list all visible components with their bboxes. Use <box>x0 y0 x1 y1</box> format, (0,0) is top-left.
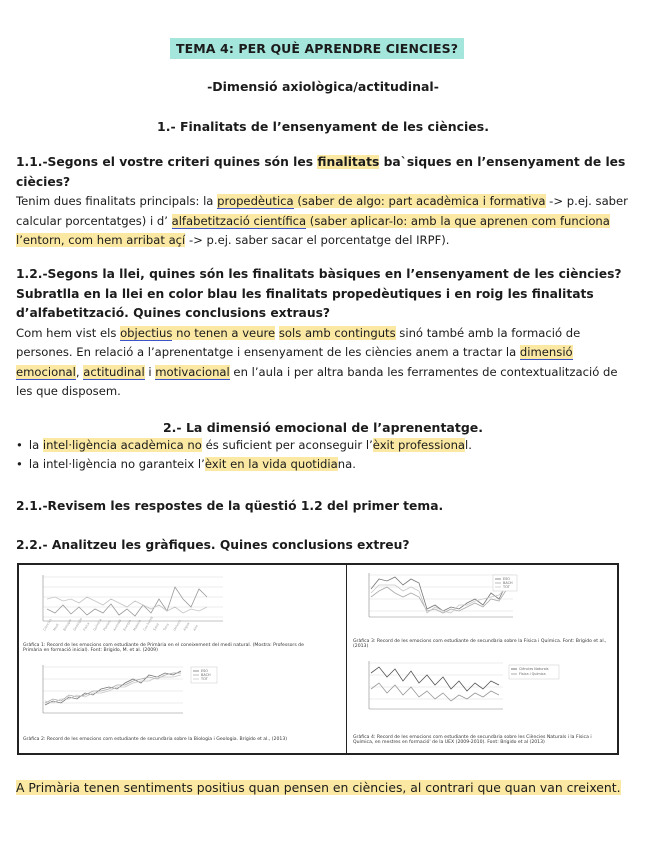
b1-text-e: l. <box>465 438 472 452</box>
svg-text:Biologia: Biologia <box>62 618 73 632</box>
bullet-item-2 <box>16 455 632 474</box>
legend-g4-2: Física i Química <box>519 672 546 676</box>
p12-text-a: Com hem vist els <box>16 325 121 340</box>
conclusion-line <box>16 780 621 795</box>
b1-highlight-2: èxit professiona <box>372 438 466 452</box>
p11-text-d: -> p.ej. saber calcular porcentatges) i d’ <box>16 194 628 228</box>
question-1-2-block <box>16 265 632 401</box>
b1-highlight-1: intel·ligència acadèmica no <box>42 438 202 452</box>
p11-text-f: (saber aplicar-lo: amb la que aprenen com funciona l’entorn, com hem arribat açí <box>16 213 610 247</box>
question-2-1: 2.1.-Revisem les respostes de la qüestió 1.2 del primer tema. <box>16 499 444 513</box>
p12-dimensio-emocional: dimensió emocional <box>16 345 573 379</box>
graph-3-plot <box>353 569 613 637</box>
p11-text-c: (saber de algo: part acadèmica i formativa <box>293 194 546 209</box>
svg-text:Física: Física <box>82 621 91 632</box>
legend-g2-1: ESO <box>201 669 208 673</box>
p11-alfabetitzacio: alfabetització científica <box>171 213 307 228</box>
p12-text-c: no tenen a veure <box>172 325 276 340</box>
graph-2 <box>23 659 333 737</box>
question-2-2: 2.2.- Analitzeu les gràfiques. Quines conclusions extreu? <box>16 538 410 552</box>
document-title: TEMA 4: PER QUÈ APRENDRE CIENCIES? <box>170 38 464 59</box>
b1-text-a: la <box>28 438 43 452</box>
svg-text:Matèria: Matèria <box>132 619 142 632</box>
p12-text-f: sinó també amb la formació de persones. En relació a l’aprenentatge i ensenyament de les ciències anem a tractar la <box>16 325 581 360</box>
title-container <box>170 38 464 59</box>
answer-1-2 <box>16 324 632 402</box>
svg-text:Ciències: Ciències <box>42 617 53 632</box>
legend-g4-1: Ciències Naturals <box>519 667 549 671</box>
svg-text:Energia: Energia <box>122 618 132 632</box>
p12-motivacional: motivacional <box>155 364 230 379</box>
graph-4-caption: Gràfica 4: Record de les emocions com estudiante de secundària sobre les Ciències Naturals i la Física i Química, en mestres en formació' de la UEX (2009-2010). Font: Brígido et al (2013) <box>353 735 592 746</box>
q11-text-a: 1.1.-Segons el vostre criteri quines són les <box>16 155 318 169</box>
graph-2-caption: Gràfica 2: Record de les emocions com estudiante de secundària sobre la Biologia i Geologia. Brígido et al., (2013) <box>23 737 288 742</box>
legend-g3-3: TOT <box>503 585 510 589</box>
graph-3-caption: Gràfica 3: Record de les emocions com estudiante de secundària sobre la Física i Química. Font: Brígido et al., (2013) <box>353 639 607 650</box>
legend-g3-1: ESO <box>503 577 510 581</box>
svg-text:Salut: Salut <box>152 622 160 632</box>
charts-figure <box>17 563 619 755</box>
svg-text:Plantes: Plantes <box>102 619 112 632</box>
subtitle: -Dimensió axiològica/actitudinal- <box>207 79 439 94</box>
svg-text:Animals: Animals <box>112 618 123 632</box>
legend-g2-3: TOT <box>201 677 208 681</box>
svg-text:Terra: Terra <box>162 622 170 632</box>
p12-text-h: , <box>75 364 84 379</box>
p12-objectius: objectius <box>120 325 173 340</box>
p11-propedeutica: propedèutica <box>217 194 294 209</box>
p11-text-g: -> p.ej. saber sacar el porcentatge del IRPF). <box>185 233 450 247</box>
graph-1 <box>23 569 333 641</box>
b2-text-a: la intel·ligència no garanteix l’ <box>28 457 205 472</box>
question-1-1 <box>16 153 632 192</box>
q11-highlight: finalitats <box>317 155 380 169</box>
panel-divider <box>346 565 347 753</box>
section-1-heading: 1.- Finalitats de l’ensenyament de les ciències. <box>157 119 489 134</box>
graph-2-plot <box>23 659 333 737</box>
svg-text:Aire: Aire <box>192 624 200 632</box>
graph-4 <box>353 655 613 733</box>
question-1-2: 1.2.-Segons la llei, quines són les finalitats bàsiques en l’ensenyament de les ciències? Subratlla en la llei en color blau les finalitats propedèutiques i en roig les finalitats d’alfabetització. Quines conclusions extraus? <box>16 267 622 321</box>
p12-text-l: en l’aula i per altra banda les ferramentes de contextualització de les que disposem. <box>16 364 618 398</box>
svg-text:Cos humà: Cos humà <box>142 615 154 632</box>
bullet-list <box>16 436 632 475</box>
svg-text:Medi: Medi <box>52 622 60 632</box>
svg-text:Química: Química <box>92 618 103 632</box>
p11-text-a: Tenim dues finalitats principals: la <box>16 194 218 209</box>
bullet-item-1 <box>16 436 632 455</box>
graph-3 <box>353 569 613 637</box>
legend-g3-2: BACH <box>503 581 513 585</box>
question-1-1-block <box>16 153 632 250</box>
legend-g2-2: BACH <box>201 673 211 677</box>
svg-text:Aigua: Aigua <box>182 621 191 632</box>
b2-highlight: èxit en la vida quotidia <box>204 457 338 472</box>
conclusion-text: A Primària tenen sentiments positius quan pensen en ciències, al contrari que quan van creixent. <box>16 780 621 795</box>
section-2-heading: 2.- La dimensió emocional de l’aprenentatge. <box>162 420 484 435</box>
p12-sols-continguts: sols amb continguts <box>278 325 396 340</box>
p12-text-j: i <box>144 364 156 379</box>
p12-actitudinal: actitudinal <box>83 364 145 379</box>
graph-1-caption: Gràfica 1: Record de les emocions com estudiante de Primària en el coneixement del medi natural. (Mostra: Professors de Primària en formació inicial). Font: Brígido, M. et al. (2009) <box>23 643 304 654</box>
graph-4-plot <box>353 655 613 733</box>
graph-1-plot <box>23 569 333 641</box>
svg-text:Geologia: Geologia <box>72 617 83 632</box>
q11-text-c: ba`siques en l’ensenyament de les ciècies? <box>16 155 626 189</box>
b2-text-c: na. <box>337 457 356 472</box>
svg-text:Univers: Univers <box>172 619 182 632</box>
answer-1-1 <box>16 192 632 250</box>
b1-text-c: és suficient per aconseguir l’ <box>201 438 373 452</box>
